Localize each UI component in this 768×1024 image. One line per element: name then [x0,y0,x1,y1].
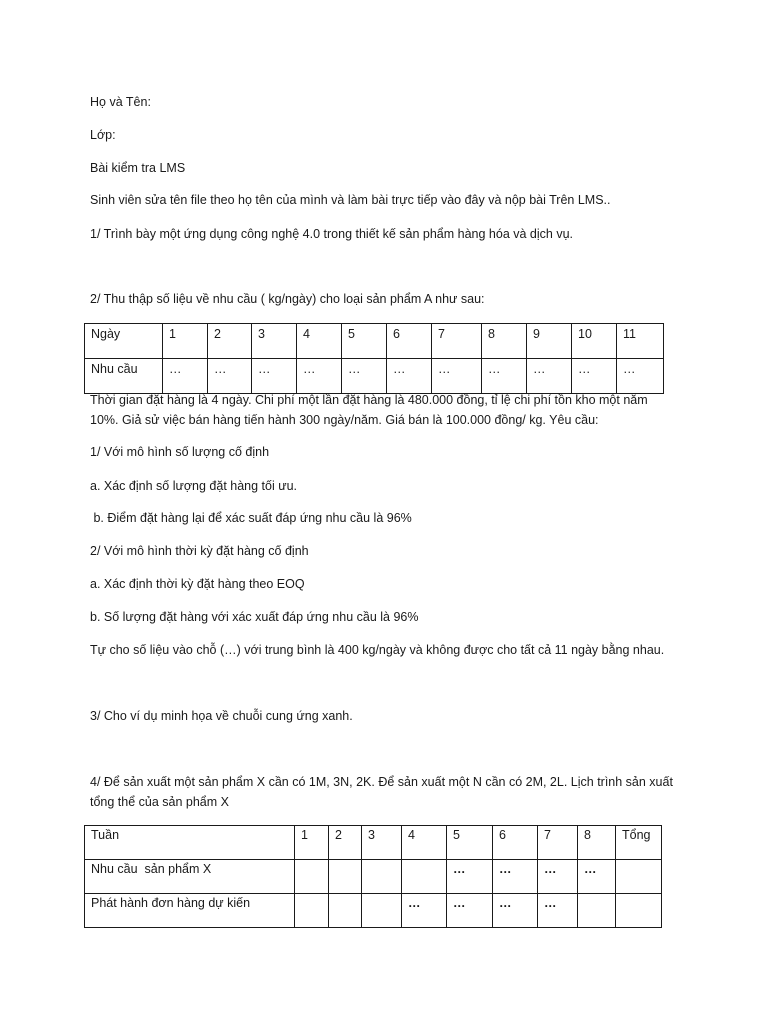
planned-order-cell [578,894,616,928]
name-label: Họ và Tên: [90,95,151,109]
total-header: Tổng [616,826,662,860]
demand-cell: … [252,359,297,394]
planned-order-release-row [85,894,662,928]
demand-cell: … [432,359,482,394]
product-demand-cell [402,860,447,894]
week-cell: 7 [538,826,578,860]
part-1-title: 1/ Với mô hình số lượng cố định [90,445,270,459]
product-demand-cell: … [493,860,538,894]
day-cell: 10 [572,324,617,359]
planned-order-cell [329,894,362,928]
test-title: Bài kiểm tra LMS [90,161,186,175]
day-cell: 6 [387,324,432,359]
instruction-text: Sinh viên sửa tên file theo họ tên của mình và làm bài trực tiếp vào đây và nộp bài Trên LMS.. [90,193,611,207]
product-demand-cell: … [447,860,493,894]
day-cell: 5 [342,324,387,359]
demand-cell: … [482,359,527,394]
week-cell: 1 [295,826,329,860]
week-cell: 4 [402,826,447,860]
question-2-paragraph: Thời gian đặt hàng là 4 ngày. Chi phí một lần đặt hàng là 480.000 đồng, tỉ lệ chi phí tồn kho một năm 10%. Giả sử việc bán hàng tiến hành 300 ngày/năm. Giá bán là 100.000 đồng/ kg. Yêu cầu: [90,393,648,427]
part-2-title: 2/ Với mô hình thời kỳ đặt hàng cố định [90,544,309,558]
question-1: 1/ Trình bày một ứng dụng công nghệ 4.0 trong thiết kế sản phẩm hàng hóa và dịch vụ. [90,227,573,241]
day-cell: 3 [252,324,297,359]
product-demand-cell: … [578,860,616,894]
product-demand-label: Nhu cầu sản phẩm X [85,860,295,894]
demand-table-demand-row [85,359,664,394]
day-cell: 8 [482,324,527,359]
data-note: Tự cho số liệu vào chỗ (…) với trung bình là 400 kg/ngày và không được cho tất cả 11 ngày bằng nhau. [90,643,665,657]
planned-order-cell [362,894,402,928]
planned-order-cell: … [447,894,493,928]
question-4-intro: 4/ Để sản xuất một sản phẩm X cần có 1M, 3N, 2K. Để sản xuất một N cần có 2M, 2L. Lịch trình sản xuất tổng thể của sản phẩm X [90,775,673,809]
day-cell: 4 [297,324,342,359]
part-2-b: b. Số lượng đặt hàng với xác xuất đáp ứng nhu cầu là 96% [90,610,419,624]
schedule-header-row [85,826,662,860]
demand-cell: … [342,359,387,394]
product-demand-cell [362,860,402,894]
demand-cell: … [617,359,664,394]
planned-order-cell: … [493,894,538,928]
demand-table [84,323,664,394]
demand-cell: … [208,359,252,394]
planned-order-cell: … [538,894,578,928]
product-demand-cell [329,860,362,894]
product-demand-cell: … [538,860,578,894]
week-cell: 5 [447,826,493,860]
planned-order-cell [295,894,329,928]
demand-table-day-row [85,324,664,359]
day-header: Ngày [85,324,163,359]
question-3: 3/ Cho ví dụ minh họa về chuỗi cung ứng xanh. [90,709,353,723]
demand-cell: … [387,359,432,394]
week-cell: 2 [329,826,362,860]
day-cell: 2 [208,324,252,359]
day-cell: 7 [432,324,482,359]
week-cell: 8 [578,826,616,860]
day-cell: 9 [527,324,572,359]
day-cell: 1 [163,324,208,359]
product-demand-cell [295,860,329,894]
product-demand-total-cell [616,860,662,894]
part-1-b: b. Điểm đặt hàng lại để xác suất đáp ứng nhu cầu là 96% [90,511,412,525]
demand-cell: … [527,359,572,394]
demand-header: Nhu cầu [85,359,163,394]
product-demand-row [85,860,662,894]
question-2-intro: 2/ Thu thập số liệu về nhu cầu ( kg/ngày) cho loại sản phẩm A như sau: [90,292,485,306]
week-cell: 3 [362,826,402,860]
class-label: Lớp: [90,128,116,142]
planned-order-release-label: Phát hành đơn hàng dự kiến [85,894,295,928]
planned-order-total-cell [616,894,662,928]
week-cell: 6 [493,826,538,860]
part-1-a: a. Xác định số lượng đặt hàng tối ưu. [90,479,298,493]
planned-order-cell: … [402,894,447,928]
demand-cell: … [572,359,617,394]
production-schedule-table [84,825,662,928]
part-2-a: a. Xác định thời kỳ đặt hàng theo EOQ [90,577,305,591]
demand-cell: … [297,359,342,394]
week-header: Tuần [85,826,295,860]
day-cell: 11 [617,324,664,359]
demand-cell: … [163,359,208,394]
